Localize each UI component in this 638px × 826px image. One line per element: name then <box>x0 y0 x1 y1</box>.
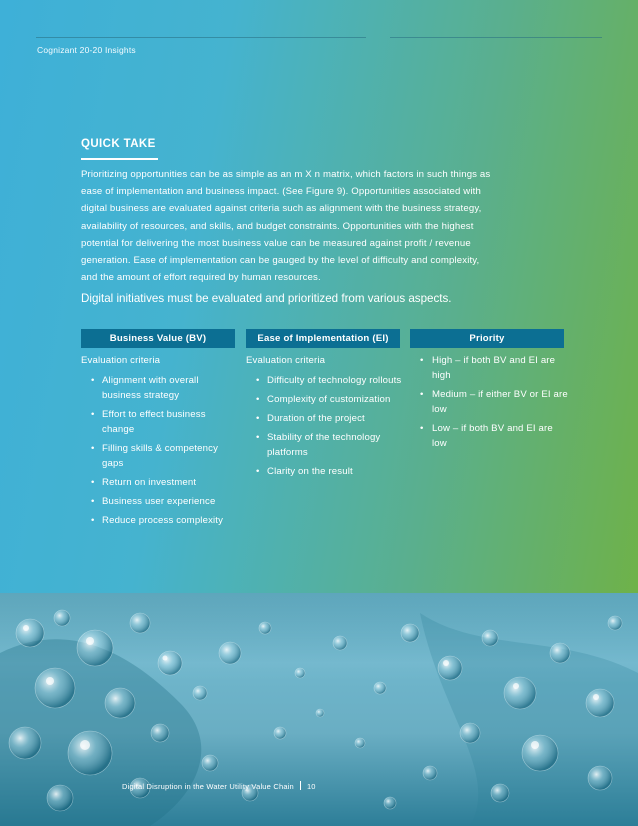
body-line: generation. Ease of implementation can be gauged by the level of difficulty and complexity, <box>81 255 480 267</box>
body-line: digital business are evaluated against criteria such as alignment with the business strategy, <box>81 203 482 215</box>
list-item: • Alignment with overall business strategy <box>81 373 239 403</box>
list-item: • Low – if both BV and EI are low <box>418 421 568 451</box>
priority-list <box>418 353 568 451</box>
criteria-label: Evaluation criteria <box>81 355 161 366</box>
business-value-heading: Business Value (BV) <box>81 329 235 348</box>
list-item: • Difficulty of technology rollouts <box>246 373 404 388</box>
water-bubbles-image <box>0 593 638 826</box>
list-item: • Medium – if either BV or EI are low <box>418 387 568 417</box>
footer <box>122 781 316 791</box>
body-line: ease of implementation and business impact. (See Figure 9). Opportunities associated with <box>81 186 481 198</box>
list-item: • Clarity on the result <box>246 464 404 479</box>
ease-of-implementation-heading: Ease of Implementation (EI) <box>246 329 400 348</box>
bubbles-illustration <box>0 593 638 826</box>
priority-column <box>418 353 568 455</box>
list-item: • Reduce process complexity <box>81 513 239 528</box>
footer-separator <box>300 781 301 790</box>
priority-heading: Priority <box>410 329 564 348</box>
list-item: • Effort to effect business change <box>81 407 239 437</box>
body-line: Prioritizing opportunities can be as simple as an m X n matrix, which factors in such things as <box>81 169 491 180</box>
list-item: • Stability of the technology platforms <box>246 430 404 460</box>
ease-of-implementation-column <box>246 353 404 483</box>
list-item: • Filling skills & competency gaps <box>81 441 239 471</box>
list-item: • High – if both BV and EI are high <box>418 353 568 383</box>
criteria-list <box>81 373 239 528</box>
quick-take-body <box>81 166 563 286</box>
criteria-list <box>246 373 404 479</box>
list-item: • Complexity of customization <box>246 392 404 407</box>
body-line: availability of resources, and skills, and budget constraints. Opportunities with the highest <box>81 220 474 232</box>
body-line: potential for delivering the most business value can be measured against profit / revenue <box>81 237 471 249</box>
header-rule-left <box>36 37 366 38</box>
list-item: • Return on investment <box>81 475 239 490</box>
page-number: 10 <box>306 782 316 791</box>
header-label: Cognizant 20-20 Insights <box>37 45 136 55</box>
lead-statement: Digital initiatives must be evaluated and prioritized from various aspects. <box>81 292 452 305</box>
business-value-column <box>81 353 239 532</box>
list-item: • Business user experience <box>81 494 239 509</box>
footer-title: Digital Disruption in the Water Utility Value Chain <box>122 782 294 791</box>
quick-take-underline <box>81 158 158 160</box>
criteria-label: Evaluation criteria <box>246 355 326 366</box>
body-line: and the amount of effort required by human resources. <box>81 272 321 284</box>
quick-take-title: QUICK TAKE <box>81 138 156 150</box>
list-item: • Duration of the project <box>246 411 404 426</box>
header-rule-right <box>390 37 602 38</box>
